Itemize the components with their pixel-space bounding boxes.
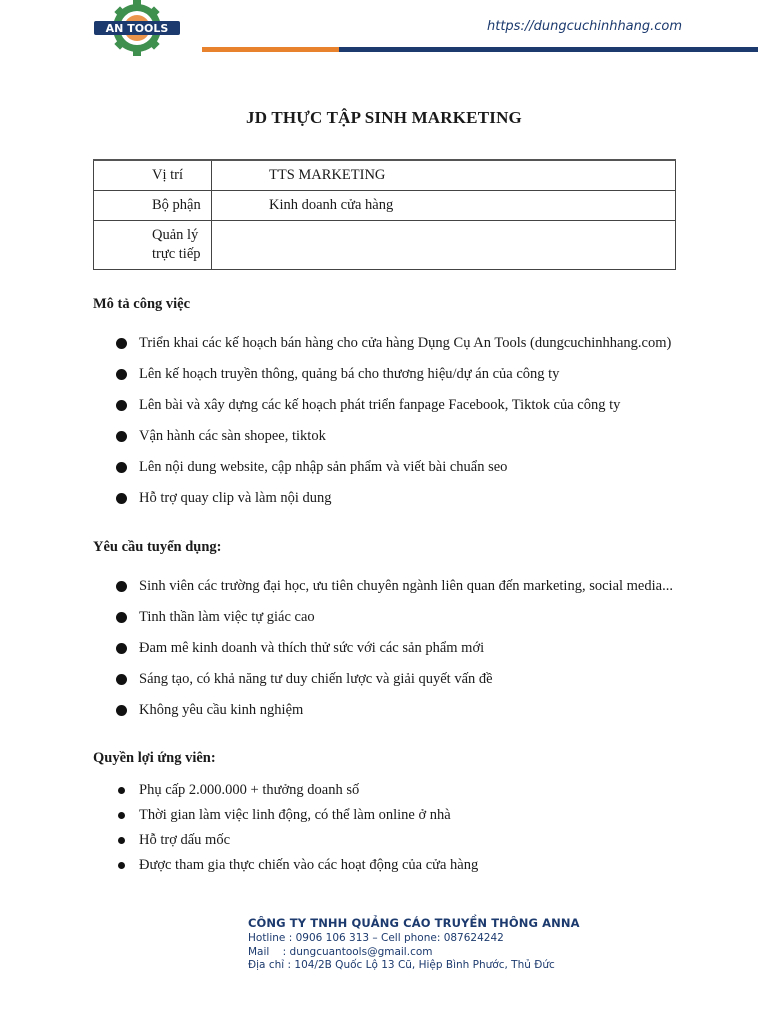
bullet-dot-icon bbox=[116, 612, 127, 623]
header-divider-navy bbox=[339, 47, 758, 52]
info-table bbox=[93, 159, 676, 270]
logo-text: AN TOOLS bbox=[105, 22, 169, 35]
company-logo bbox=[92, 0, 182, 56]
list-item: Lên kế hoạch truyền thông, quảng bá cho thương hiệu/dự án của công ty bbox=[93, 366, 683, 382]
list-item: Đam mê kinh doanh và thích thử sức với các sản phẩm mới bbox=[93, 640, 683, 656]
bullet-dot-icon bbox=[116, 493, 127, 504]
list-item: Lên nội dung website, cập nhập sản phẩm và viết bài chuẩn seo bbox=[93, 459, 683, 475]
list-item: Sáng tạo, có khả năng tư duy chiến lược và giải quyết vấn đề bbox=[93, 671, 683, 687]
list-item: Triển khai các kế hoạch bán hàng cho cửa hàng Dụng Cụ An Tools (dungcuchinhhang.com) bbox=[93, 335, 683, 351]
site-url[interactable]: https://dungcuchinhhang.com bbox=[487, 19, 683, 34]
section-heading: Mô tả công việc bbox=[93, 296, 191, 312]
list-item: Không yêu cầu kinh nghiệm bbox=[93, 702, 683, 718]
header-divider bbox=[202, 47, 758, 52]
section-heading: Yêu cầu tuyển dụng: bbox=[93, 539, 222, 555]
gear-icon bbox=[92, 0, 182, 56]
list-item: Vận hành các sàn shopee, tiktok bbox=[93, 428, 683, 444]
bullet-dot-icon bbox=[116, 431, 127, 442]
footer-mail: Mail : dungcuantools@gmail.com bbox=[248, 945, 433, 958]
requirements-list bbox=[93, 578, 683, 718]
list-item: Lên bài và xây dựng các kế hoạch phát triển fanpage Facebook, Tiktok của công ty bbox=[93, 397, 683, 413]
list-item: Tinh thần làm việc tự giác cao bbox=[93, 609, 683, 625]
list-item: Phụ cấp 2.000.000 + thưởng doanh số bbox=[93, 782, 683, 798]
footer-company: CÔNG TY TNHH QUẢNG CÁO TRUYỀN THÔNG ANNA bbox=[248, 916, 580, 930]
table-label-manager-line2: trực tiếp bbox=[152, 246, 201, 262]
section-job-description bbox=[93, 296, 683, 506]
section-requirements bbox=[93, 539, 683, 718]
section-benefits bbox=[93, 750, 683, 873]
table-label-manager bbox=[94, 221, 212, 270]
list-item: Hỗ trợ quay clip và làm nội dung bbox=[93, 490, 683, 506]
list-item: Hỗ trợ dấu mốc bbox=[93, 832, 683, 848]
table-value-position: TTS MARKETING bbox=[212, 160, 676, 191]
table-value-department: Kinh doanh cửa hàng bbox=[212, 191, 676, 221]
list-item: Được tham gia thực chiến vào các hoạt động của cửa hàng bbox=[93, 857, 683, 873]
table-row bbox=[94, 160, 676, 191]
bullet-dot-icon bbox=[118, 812, 125, 819]
footer-address: Địa chỉ : 104/2B Quốc Lộ 13 Cũ, Hiệp Bình Phước, Thủ Đức bbox=[248, 959, 555, 971]
table-row bbox=[94, 191, 676, 221]
footer-hotline: Hotline : 0906 106 313 – Cell phone: 087624242 bbox=[248, 932, 504, 944]
bullet-dot-icon bbox=[116, 462, 127, 473]
bullet-dot-icon bbox=[116, 400, 127, 411]
list-item: Thời gian làm việc linh động, có thể làm online ở nhà bbox=[93, 807, 683, 823]
table-label-position: Vị trí bbox=[94, 160, 212, 191]
section-heading: Quyền lợi ứng viên: bbox=[93, 750, 216, 766]
bullet-dot-icon bbox=[116, 369, 127, 380]
bullet-dot-icon bbox=[118, 787, 125, 794]
list-item: Sinh viên các trường đại học, ưu tiên chuyên ngành liên quan đến marketing, social media... bbox=[93, 578, 683, 594]
table-value-manager bbox=[212, 221, 676, 270]
bullet-dot-icon bbox=[116, 338, 127, 349]
bullet-dot-icon bbox=[118, 862, 125, 869]
bullet-dot-icon bbox=[118, 837, 125, 844]
benefits-list bbox=[93, 782, 683, 873]
header-divider-orange bbox=[202, 47, 339, 52]
bullet-dot-icon bbox=[116, 705, 127, 716]
table-label-manager-line1: Quản lý bbox=[152, 227, 199, 243]
bullet-dot-icon bbox=[116, 674, 127, 685]
bullet-dot-icon bbox=[116, 581, 127, 592]
table-label-department: Bộ phận bbox=[94, 191, 212, 221]
page-title: JD THỰC TẬP SINH MARKETING bbox=[246, 108, 522, 127]
job-description-list bbox=[93, 335, 683, 506]
bullet-dot-icon bbox=[116, 643, 127, 654]
footer bbox=[248, 916, 580, 973]
table-row bbox=[94, 221, 676, 270]
